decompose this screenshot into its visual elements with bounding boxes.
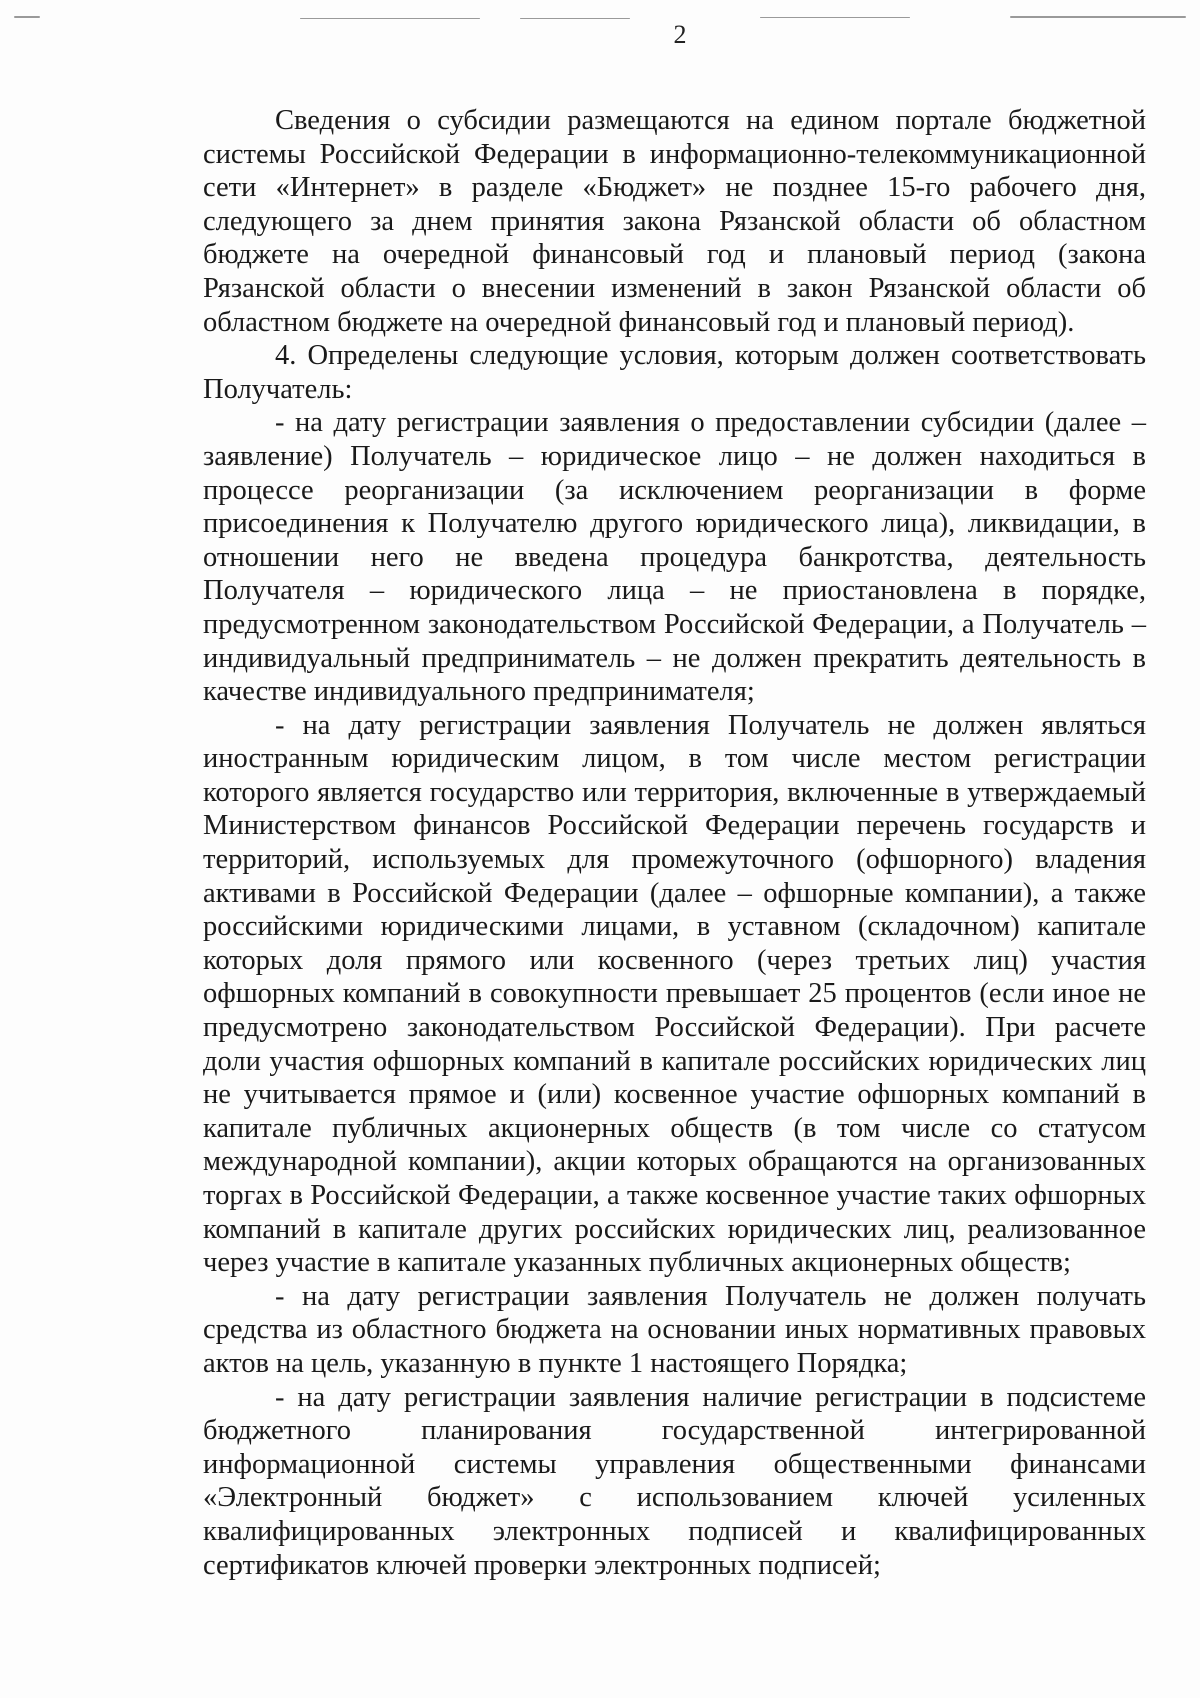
paragraph-condition-e-budget: - на дату регистрации заявления наличие регистрации в подсистеме бюджетного планирования государственной интегрированной информационной системы управления общественными финансами «Электронный бюджет» с использованием ключей усиленных квалифицированных электронных подписей и квалифицированных сертификатов ключей проверки электронных подписей; [203, 1381, 1146, 1581]
scan-noise-mark [1010, 16, 1186, 18]
paragraph-conditions-heading: 4. Определены следующие условия, которым должен соответствовать Получатель: [203, 340, 1146, 405]
paragraph-subsidy-info: Сведения о субсидии размещаются на едином портале бюджетной системы Российской Федерации в информационно-телекоммуникационной сети «Интернет» в разделе «Бюджет» не позднее 15-го рабочего дня, следующего за днем принятия закона Рязанской области об областном бюджете на очередной финансовый год и плановый период (закона Рязанской области о внесении изменений в закон Рязанской области об областном бюджете на очередной финансовый год и плановый период). [203, 105, 1146, 338]
scan-noise-mark [520, 18, 630, 19]
document-body [203, 104, 1146, 1582]
paragraph-condition-offshore: - на дату регистрации заявления Получатель не должен являться иностранным юридическим лицом, в том числе местом регистрации которого является государство или территория, включенные в утверждаемый Министерством финансов Российской Федерации перечень государств и территорий, используемых для промежуточного (офшорного) владения активами в Российской Федерации (далее – офшорные компании), а также российскими юридическими лицами, в уставном (складочном) капитале которых доля прямого или косвенного (через третьих лиц) участия офшорных компаний в совокупности превышает 25 процентов (если иное не предусмотрено законодательством Российской Федерации). При расчете доли участия офшорных компаний в капитале российских юридических лиц не учитывается прямое и (или) косвенное участие офшорных компаний в капитале публичных акционерных обществ (в том числе со статусом международной компании), акции которых обращаются на организованных торгах в Российской Федерации, а также косвенное участие таких офшорных компаний в капитале других российских юридических лиц, реализованное через участие в капитале указанных публичных акционерных обществ; [203, 709, 1146, 1279]
paragraph-condition-reorganization: - на дату регистрации заявления о предоставлении субсидии (далее – заявление) Получатель – юридическое лицо – не должен находиться в процессе реорганизации (за исключением реорганизации в форме присоединения к Получателю другого юридического лица), ликвидации, в отношении него не введена процедура банкротства, деятельность Получателя – юридического лица – не приостановлена в порядке, предусмотренном законодательством Российской Федерации, а Получатель – индивидуальный предприниматель – не должен прекратить деятельность в качестве индивидуального предпринимателя; [203, 407, 1146, 708]
scan-noise-mark [14, 16, 40, 18]
paragraph-condition-no-other-funds: - на дату регистрации заявления Получатель не должен получать средства из областного бюджета на основании иных нормативных правовых актов на цель, указанную в пункте 1 настоящего Порядка; [203, 1280, 1146, 1379]
scan-noise-mark [760, 17, 910, 18]
scan-noise-mark [300, 18, 480, 19]
page-number: 2 [673, 20, 687, 49]
